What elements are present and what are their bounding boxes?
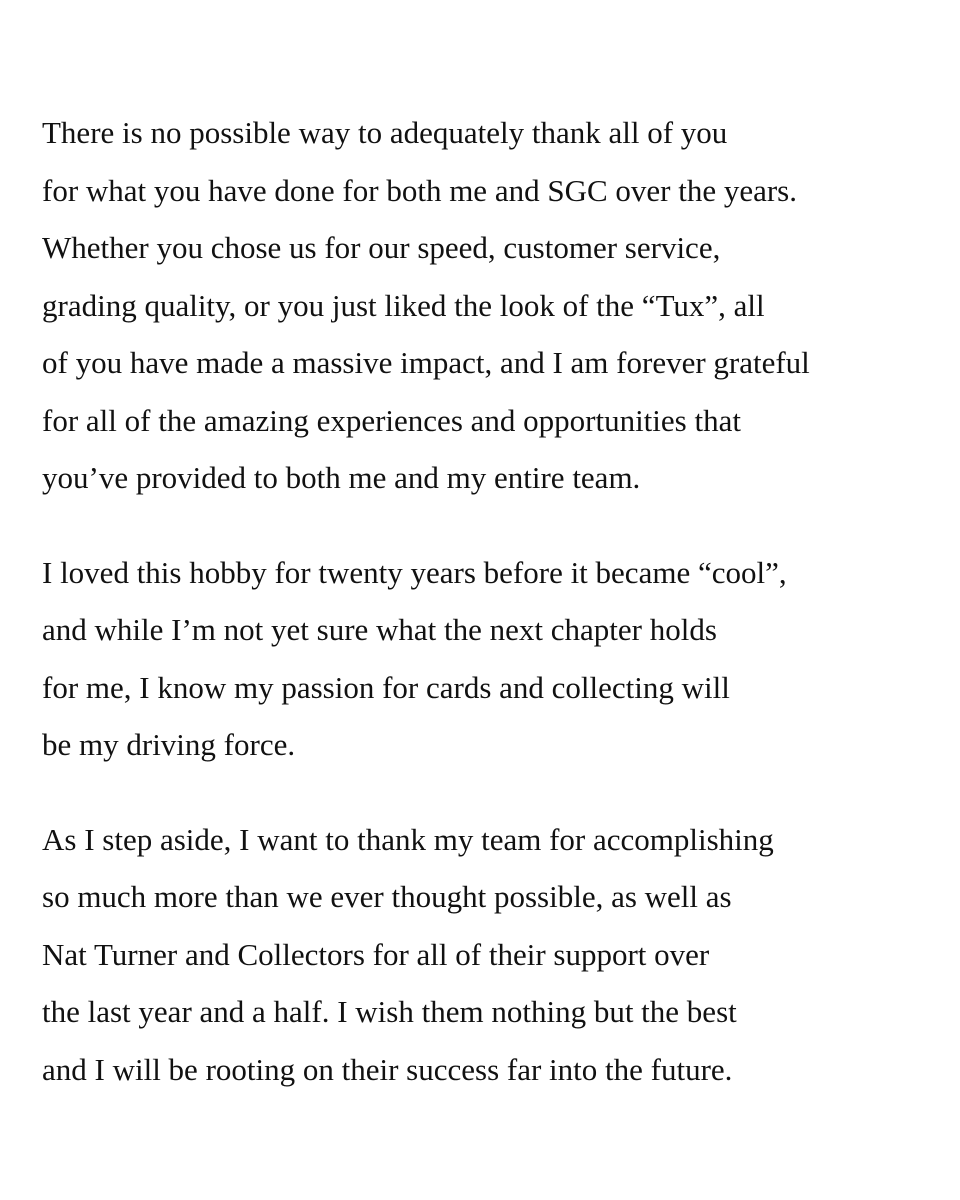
text-line: As I step aside, I want to thank my team for accomplishing [42,821,774,857]
text-line: I loved this hobby for twenty years before it became “cool”, [42,554,787,590]
text-line: of you have made a massive impact, and I am forever grateful [42,345,810,380]
paragraph-farewell [42,811,942,1099]
text-line: Nat Turner and Collectors for all of their support over [42,936,710,972]
text-line: grading quality, or you just liked the look of the “Tux”, all [42,287,765,323]
text-line: you’ve provided to both me and my entire team. [42,460,641,495]
text-line: There is no possible way to adequately thank all of you [42,115,728,150]
text-line: be my driving force. [42,727,296,762]
letter-body [42,104,942,1135]
text-line: for me, I know my passion for cards and collecting will [42,669,730,705]
paragraph-thanks [42,104,942,507]
paragraph-hobby [42,544,942,774]
text-line: for all of the amazing experiences and opportunities that [42,402,741,438]
text-line: and I will be rooting on their success far into the future. [42,1051,733,1087]
text-line: Whether you chose us for our speed, customer service, [42,230,721,265]
text-line: the last year and a half. I wish them nothing but the best [42,994,737,1029]
text-line: and while I’m not yet sure what the next chapter holds [42,612,717,647]
text-line: for what you have done for both me and SGC over the years. [42,172,797,208]
text-line: so much more than we ever thought possible, as well as [42,879,732,914]
